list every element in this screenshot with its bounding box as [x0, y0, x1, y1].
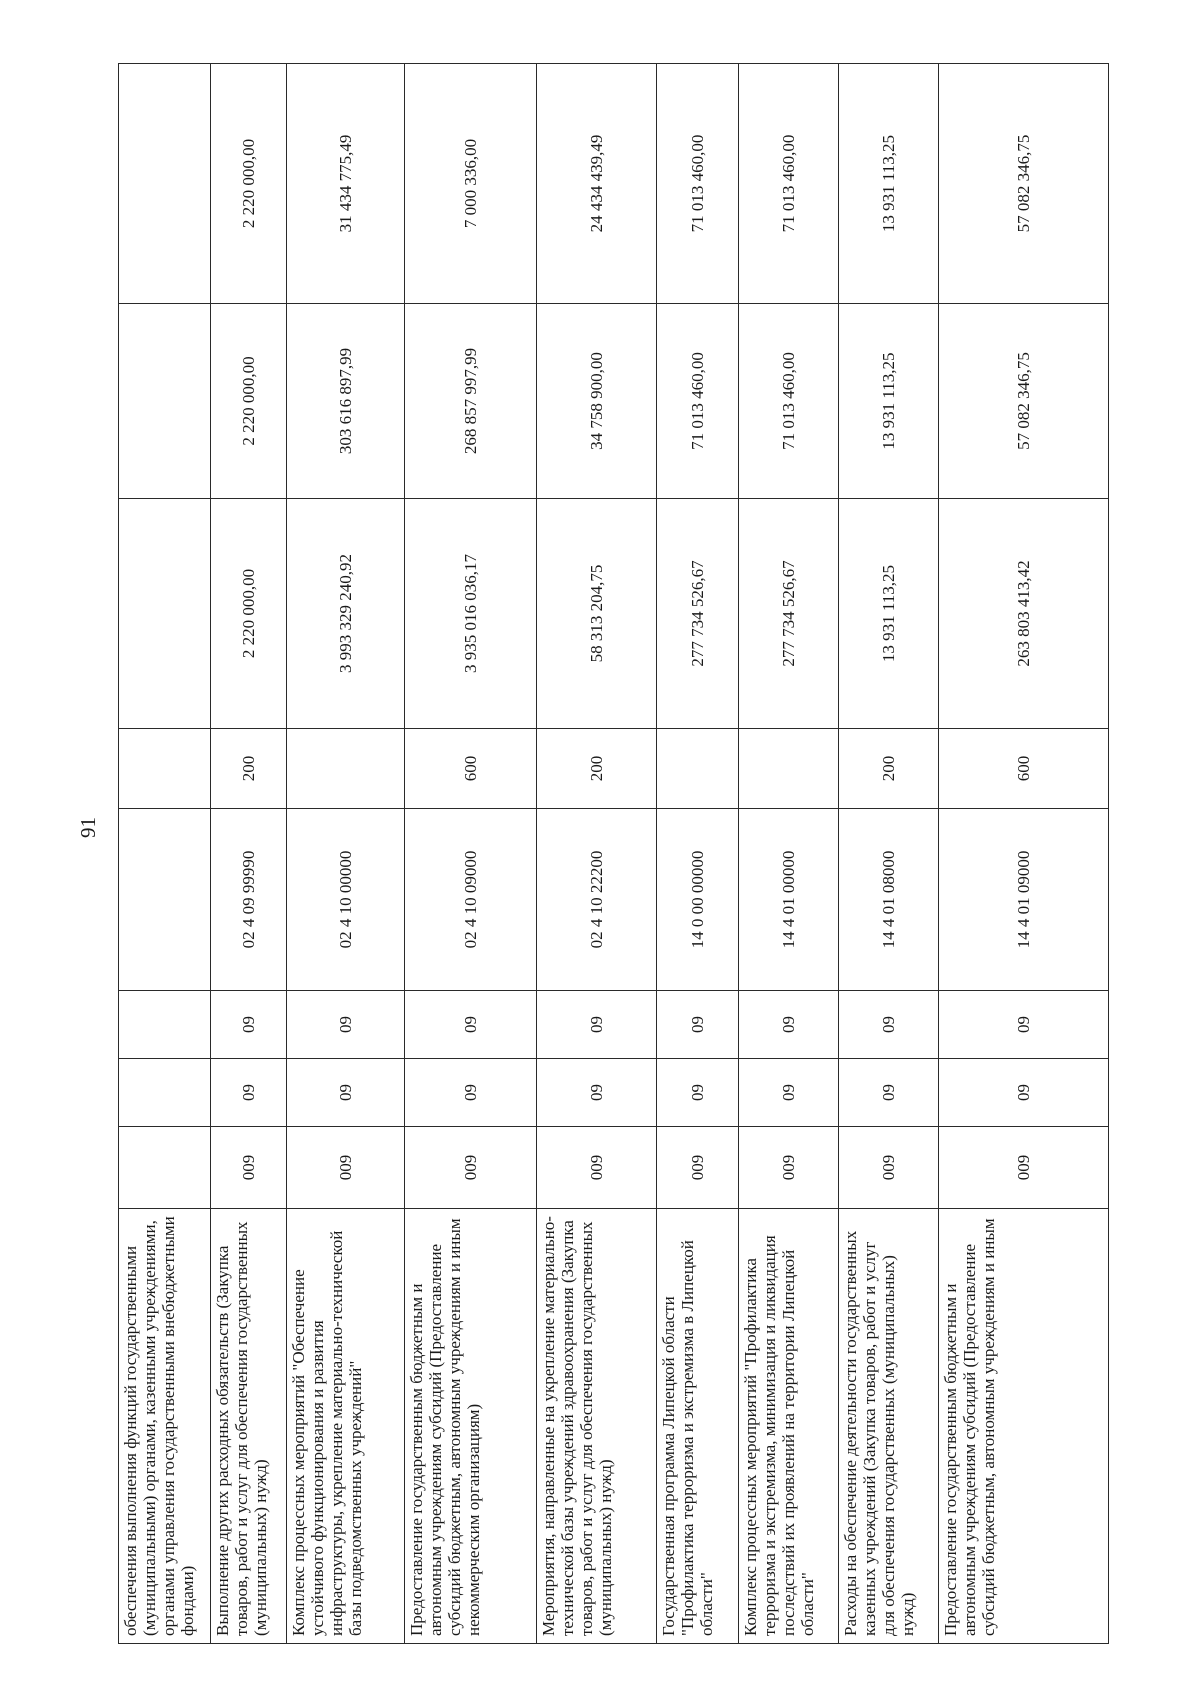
amount-year3-cell: 57 082 346,75 [939, 64, 1109, 304]
amount-year1-cell [119, 499, 211, 729]
amount-year2-cell: 34 758 900,00 [537, 304, 657, 499]
amount-year3-cell [119, 64, 211, 304]
admin-code-cell: 009 [739, 1127, 839, 1209]
amount-year2-cell: 13 931 113,25 [839, 304, 939, 499]
target-article-cell: 02 4 10 22200 [537, 809, 657, 991]
admin-code-cell: 009 [405, 1127, 537, 1209]
subsection-cell: 09 [211, 991, 287, 1059]
section-cell: 09 [211, 1059, 287, 1127]
target-article-cell: 02 4 10 00000 [287, 809, 405, 991]
table-row [405, 64, 537, 1644]
amount-year1-cell: 3 993 329 240,92 [287, 499, 405, 729]
section-cell: 09 [839, 1059, 939, 1127]
budget-table-body [119, 64, 1109, 1644]
amount-year3-cell: 31 434 775,49 [287, 64, 405, 304]
section-cell: 09 [657, 1059, 739, 1127]
admin-code-cell: 009 [537, 1127, 657, 1209]
section-cell: 09 [739, 1059, 839, 1127]
row-name-cell: Расходы на обеспечение деятельности государственных казенных учреждений (Закупка товаров, работ и услуг для обеспечения государственных (муниципальных) нужд) [839, 1209, 939, 1644]
amount-year1-cell: 277 734 526,67 [657, 499, 739, 729]
admin-code-cell: 009 [211, 1127, 287, 1209]
amount-year2-cell: 303 616 897,99 [287, 304, 405, 499]
row-name-cell: Предоставление государственным бюджетным и автономным учреждениям субсидий (Предоставление субсидий бюджетным, автономным учреждениям и иным некоммерческим организациям) [405, 1209, 537, 1644]
amount-year3-cell: 24 434 439,49 [537, 64, 657, 304]
amount-year1-cell: 13 931 113,25 [839, 499, 939, 729]
amount-year1-cell: 58 313 204,75 [537, 499, 657, 729]
admin-code-cell: 009 [939, 1127, 1109, 1209]
amount-year1-cell: 3 935 016 036,17 [405, 499, 537, 729]
amount-year3-cell: 13 931 113,25 [839, 64, 939, 304]
expense-type-cell [287, 729, 405, 809]
amount-year1-cell: 277 734 526,67 [739, 499, 839, 729]
admin-code-cell: 009 [657, 1127, 739, 1209]
target-article-cell: 14 4 01 09000 [939, 809, 1109, 991]
row-name-cell: Мероприятия, направленные на укрепление материально-технической базы учреждений здравоохранения (Закупка товаров, работ и услуг для обеспечения государственных (муниципальных) нужд) [537, 1209, 657, 1644]
target-article-cell: 02 4 09 99990 [211, 809, 287, 991]
section-cell: 09 [405, 1059, 537, 1127]
expense-type-cell: 600 [939, 729, 1109, 809]
amount-year2-cell: 268 857 997,99 [405, 304, 537, 499]
subsection-cell: 09 [739, 991, 839, 1059]
table-row [119, 64, 211, 1644]
expense-type-cell [657, 729, 739, 809]
admin-code-cell: 009 [839, 1127, 939, 1209]
target-article-cell: 14 0 00 00000 [657, 809, 739, 991]
expense-type-cell: 200 [211, 729, 287, 809]
amount-year1-cell: 2 220 000,00 [211, 499, 287, 729]
table-row [939, 64, 1109, 1644]
amount-year3-cell: 71 013 460,00 [739, 64, 839, 304]
target-article-cell [119, 809, 211, 991]
amount-year2-cell: 57 082 346,75 [939, 304, 1109, 499]
expense-type-cell [119, 729, 211, 809]
amount-year3-cell: 7 000 336,00 [405, 64, 537, 304]
table-row [839, 64, 939, 1644]
subsection-cell: 09 [405, 991, 537, 1059]
subsection-cell [119, 991, 211, 1059]
table-row [287, 64, 405, 1644]
subsection-cell: 09 [657, 991, 739, 1059]
amount-year2-cell: 71 013 460,00 [739, 304, 839, 499]
subsection-cell: 09 [839, 991, 939, 1059]
expense-type-cell: 200 [537, 729, 657, 809]
amount-year3-cell: 2 220 000,00 [211, 64, 287, 304]
subsection-cell: 09 [537, 991, 657, 1059]
amount-year2-cell [119, 304, 211, 499]
subsection-cell: 09 [287, 991, 405, 1059]
budget-table-container [118, 64, 1108, 1644]
row-name-cell: Комплекс процессных мероприятий "Профилактика терроризма и экстремизма, минимизация и ликвидация последствий их проявлений на территории Липецкой области" [739, 1209, 839, 1644]
subsection-cell: 09 [939, 991, 1109, 1059]
row-name-cell: Предоставление государственным бюджетным и автономным учреждениям субсидий (Предоставление субсидий бюджетным, автономным учреждениям и иным [939, 1209, 1109, 1644]
row-name-cell: Комплекс процессных мероприятий "Обеспечение устойчивого функционирования и развития инфраструктуры, укрепление материально-технической базы подведомственных учреждений" [287, 1209, 405, 1644]
target-article-cell: 14 4 01 08000 [839, 809, 939, 991]
expense-type-cell [739, 729, 839, 809]
row-name-cell: Выполнение других расходных обязательств (Закупка товаров, работ и услуг для обеспечения государственных (муниципальных) нужд) [211, 1209, 287, 1644]
target-article-cell: 14 4 01 00000 [739, 809, 839, 991]
amount-year1-cell: 263 803 413,42 [939, 499, 1109, 729]
section-cell: 09 [287, 1059, 405, 1127]
admin-code-cell: 009 [287, 1127, 405, 1209]
amount-year3-cell: 71 013 460,00 [657, 64, 739, 304]
expense-type-cell: 600 [405, 729, 537, 809]
row-name-cell: Государственная программа Липецкой области "Профилактика терроризма и экстремизма в Липецкой области" [657, 1209, 739, 1644]
table-row [537, 64, 657, 1644]
amount-year2-cell: 71 013 460,00 [657, 304, 739, 499]
expense-type-cell: 200 [839, 729, 939, 809]
section-cell: 09 [939, 1059, 1109, 1127]
table-row [211, 64, 287, 1644]
admin-code-cell [119, 1127, 211, 1209]
table-row [657, 64, 739, 1644]
section-cell [119, 1059, 211, 1127]
section-cell: 09 [537, 1059, 657, 1127]
page-number: 91 [76, 817, 100, 838]
budget-table [118, 63, 1109, 1644]
row-name-cell: обеспечения выполнения функций государственными (муниципальными) органами, казенными учреждениями, органами управления государственными внебюджетными фондами) [119, 1209, 211, 1644]
target-article-cell: 02 4 10 09000 [405, 809, 537, 991]
table-row [739, 64, 839, 1644]
amount-year2-cell: 2 220 000,00 [211, 304, 287, 499]
